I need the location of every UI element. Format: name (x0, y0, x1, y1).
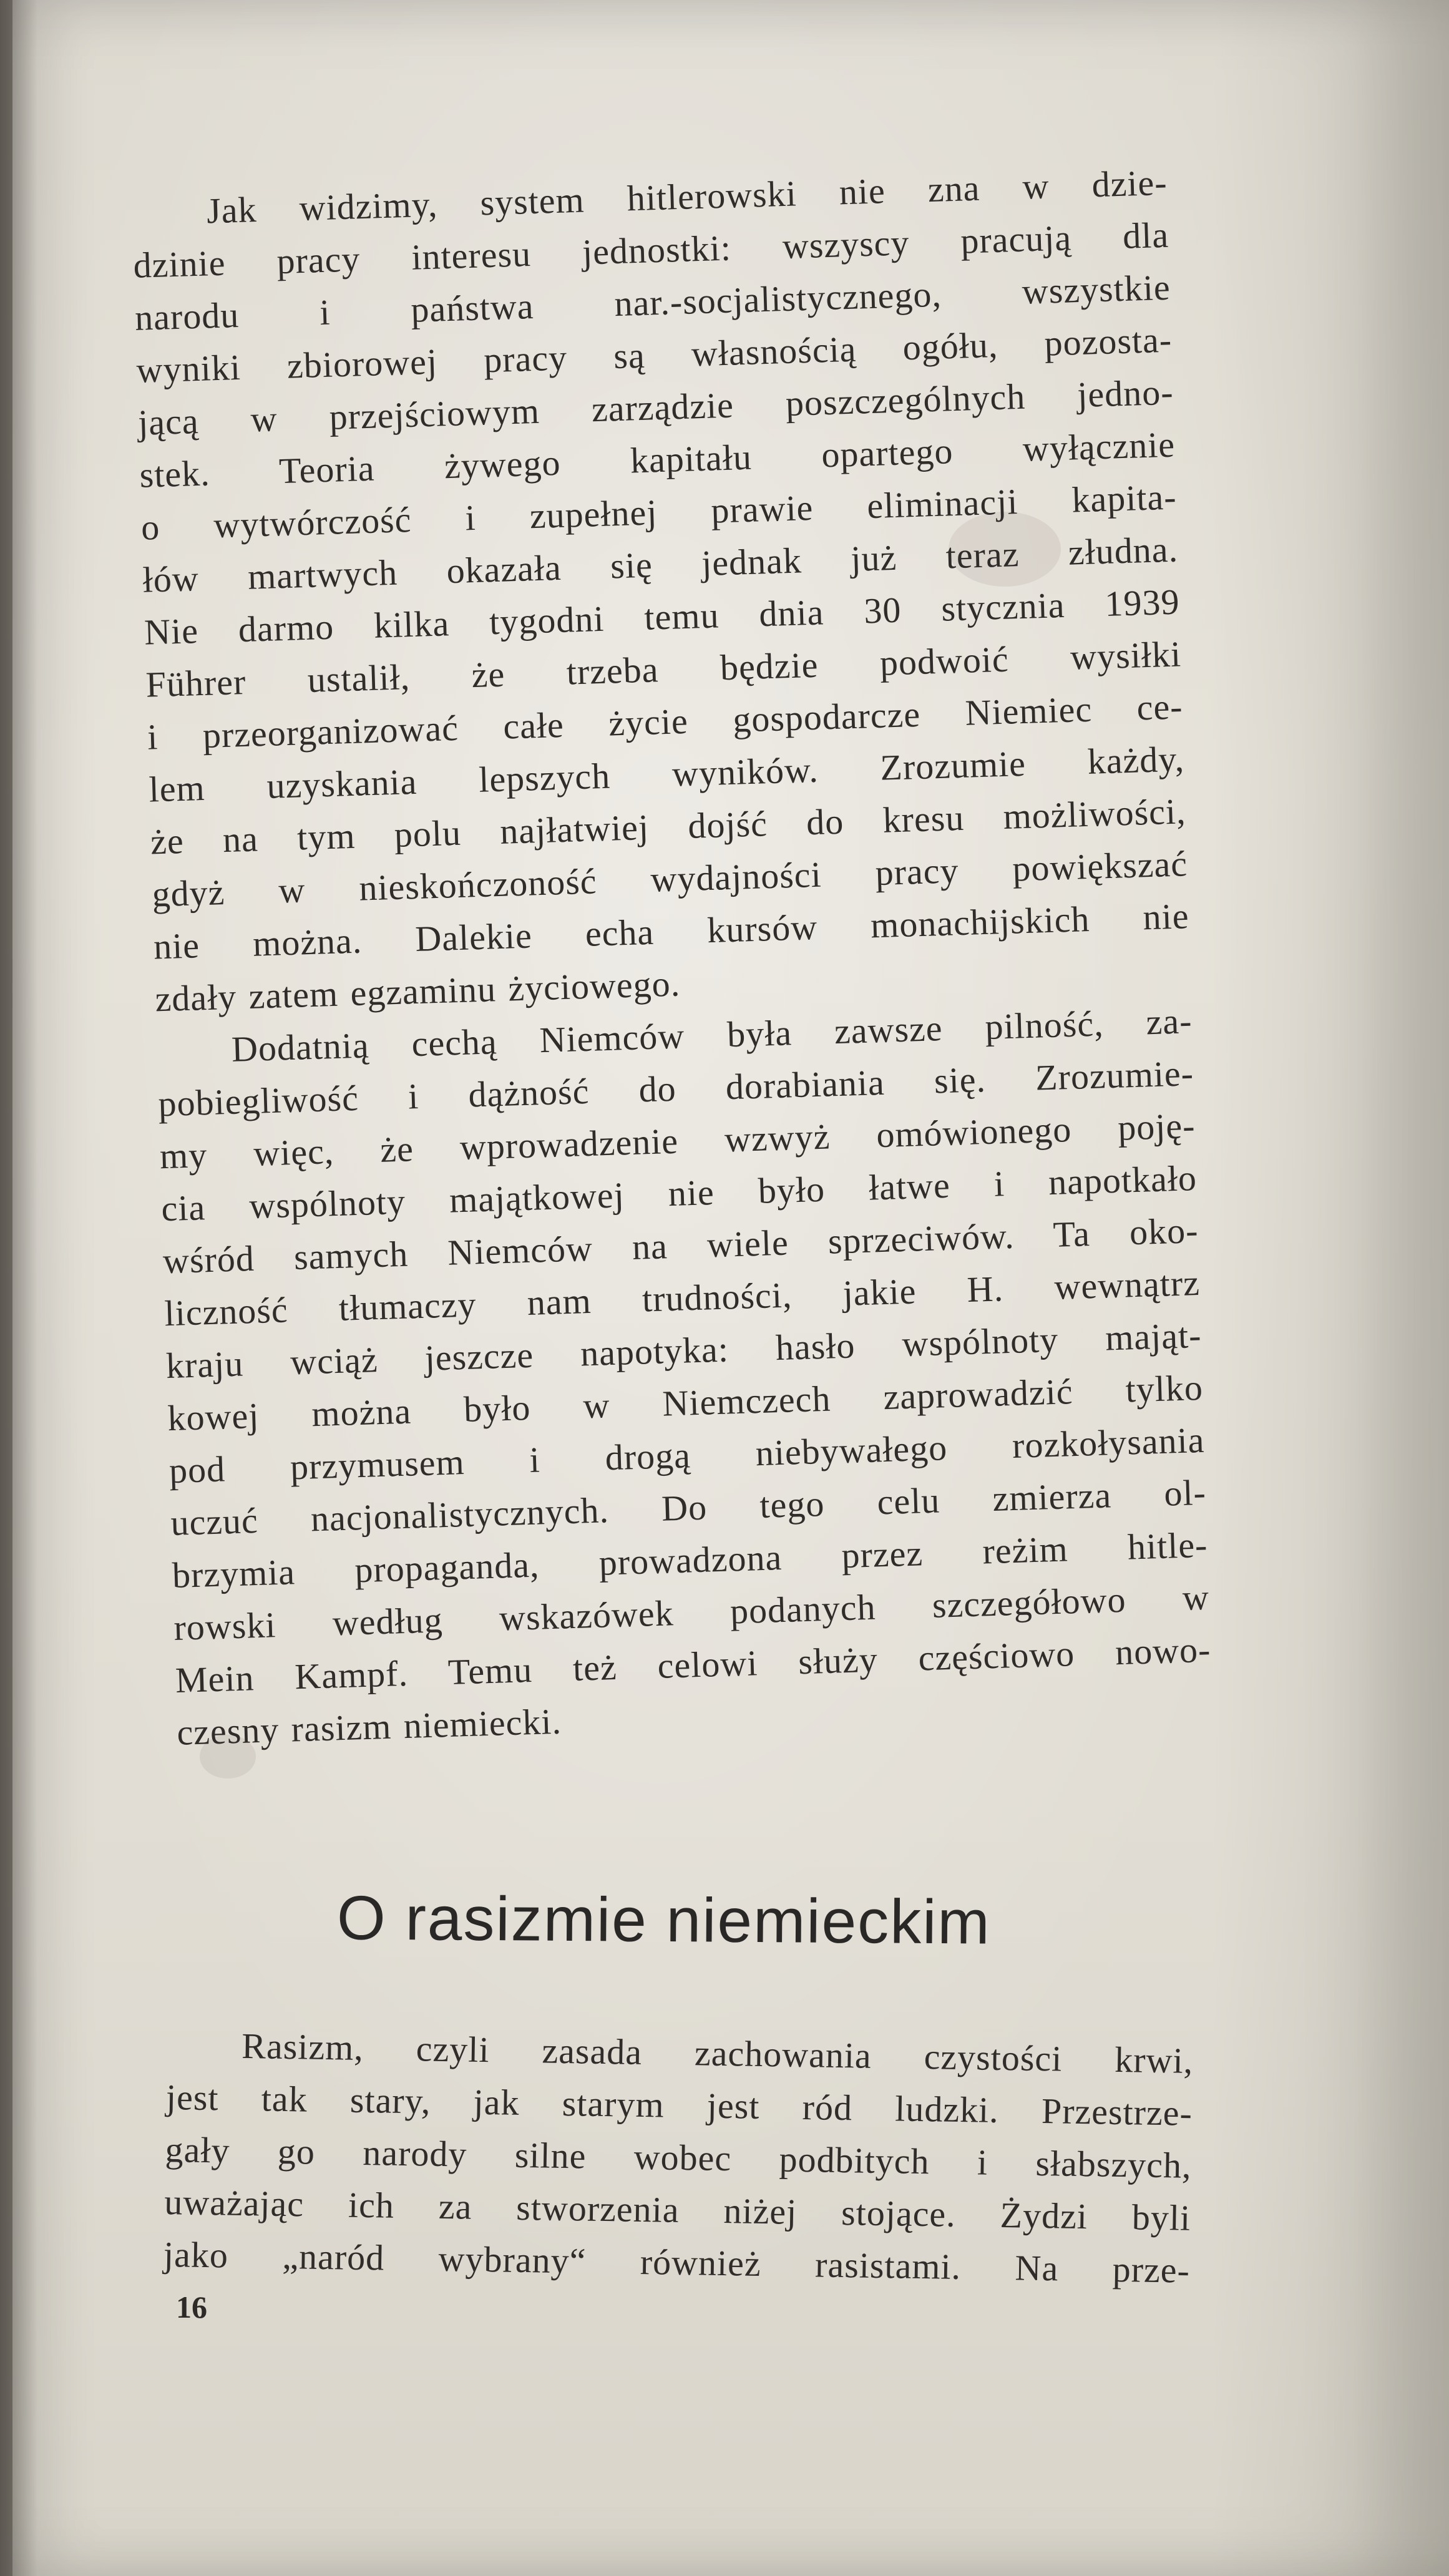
text-line: brzymia propaganda, prowadzona przez reżim hitle- (172, 1524, 1209, 1596)
text-line: Führer ustalił, że trzeba będzie podwoić wysiłki (145, 633, 1182, 705)
paragraph-2 (156, 995, 1213, 1759)
text-line: kraju wciąż jeszcze napotyka: hasło wspólnoty mająt- (165, 1314, 1203, 1387)
paper-page (12, 0, 1449, 2576)
text-line: Jak widzimy, system hitlerowski nie zna w dzie- (206, 162, 1168, 232)
text-line: kowej można było w Niemczech zaprowadzić tylko (167, 1367, 1204, 1439)
text-line: że na tym polu najłatwiej dojść do kresu możliwości, (150, 791, 1187, 862)
text-line: jako „naród wybrany“ również rasistami. Na prze- (163, 2233, 1191, 2291)
paragraph-3 (163, 2019, 1193, 2297)
text-line: liczność tłumaczy nam trudności, jakie H. wewnątrz (163, 1262, 1201, 1334)
text-line: my więc, że wprowadzenie wzwyż omówionego poję- (159, 1105, 1196, 1177)
paragraph-1 (131, 157, 1191, 1026)
text-line: cia wspólnoty majątkowej nie było łatwe i napotkało (160, 1158, 1198, 1229)
text-line: jest tak stary, jak starym jest ród ludzki. Przestrze- (165, 2076, 1193, 2134)
text-line: stek. Teoria żywego kapitału opartego wyłącznie (139, 424, 1176, 495)
text-line: Dodatnią cechą Niemców była zawsze pilność, za- (231, 1000, 1193, 1070)
text-line: uważając ich za stworzenia niżej stojące. Żydzi byli (163, 2181, 1191, 2238)
text-line: wyniki zbiorowej pracy są własnością ogółu, pozosta- (135, 319, 1173, 391)
text-line: Nie darmo kilka tygodni temu dnia 30 stycznia 1939 (144, 581, 1181, 653)
text-line: łów martwych okazała się jednak już teraz złudna. (142, 529, 1179, 600)
page-number: 16 (176, 2290, 207, 2325)
text-line: uczuć nacjonalistycznych. Do tego celu zmierza ol- (170, 1471, 1207, 1544)
text-line: gały go narody silne wobec podbitych i słabszych, (165, 2129, 1193, 2186)
text-line: Rasizm, czyli zasada zachowania czystości krwi, (241, 2025, 1194, 2081)
text-line: pobiegliwość i dążność do dorabiania się. Zrozumie- (157, 1053, 1194, 1125)
section-heading: O rasizmie niemieckim (336, 1883, 992, 1958)
page-curl-shadow (1212, 0, 1449, 2576)
text-line: gdyż w nieskończoność wydajności pracy powiększać (151, 843, 1188, 915)
text-line: rowski według wskazówek podanych szczegółowo w (173, 1576, 1210, 1648)
text-line: nie można. Dalekie echa kursów monachijskich nie (153, 895, 1190, 967)
text-line: zdały zatem egzaminu życiowego. (154, 963, 681, 1020)
text-line: dzinie pracy interesu jednostki: wszyscy pracują dla (132, 214, 1169, 286)
section-text-block (163, 2019, 1193, 2297)
text-line: pod przymusem i drogą niebywałego rozkołysania (168, 1419, 1206, 1491)
text-line: i przeorganizować całe życie gospodarcze Niemiec ce- (147, 686, 1184, 758)
text-line: lem uzyskania lepszych wyników. Zrozumie każdy, (148, 738, 1185, 810)
text-line: o wytwórczość i zupełnej prawie eliminacji kapita- (140, 476, 1178, 548)
text-line: Mein Kampf. Temu też celowi służy częściowo nowo- (175, 1629, 1212, 1700)
text-line: jącą w przejściowym zarządzie poszczególnych jedno- (137, 371, 1174, 443)
text-line: czesny rasizm niemiecki. (176, 1700, 562, 1753)
text-line: narodu i państwa nar.-socjalistycznego, wszystkie (134, 266, 1171, 338)
main-text-block (131, 157, 1213, 1759)
text-line: wśród samych Niemców na wiele sprzeciwów. Ta oko- (162, 1210, 1199, 1282)
left-edge-shadow (0, 0, 37, 2576)
